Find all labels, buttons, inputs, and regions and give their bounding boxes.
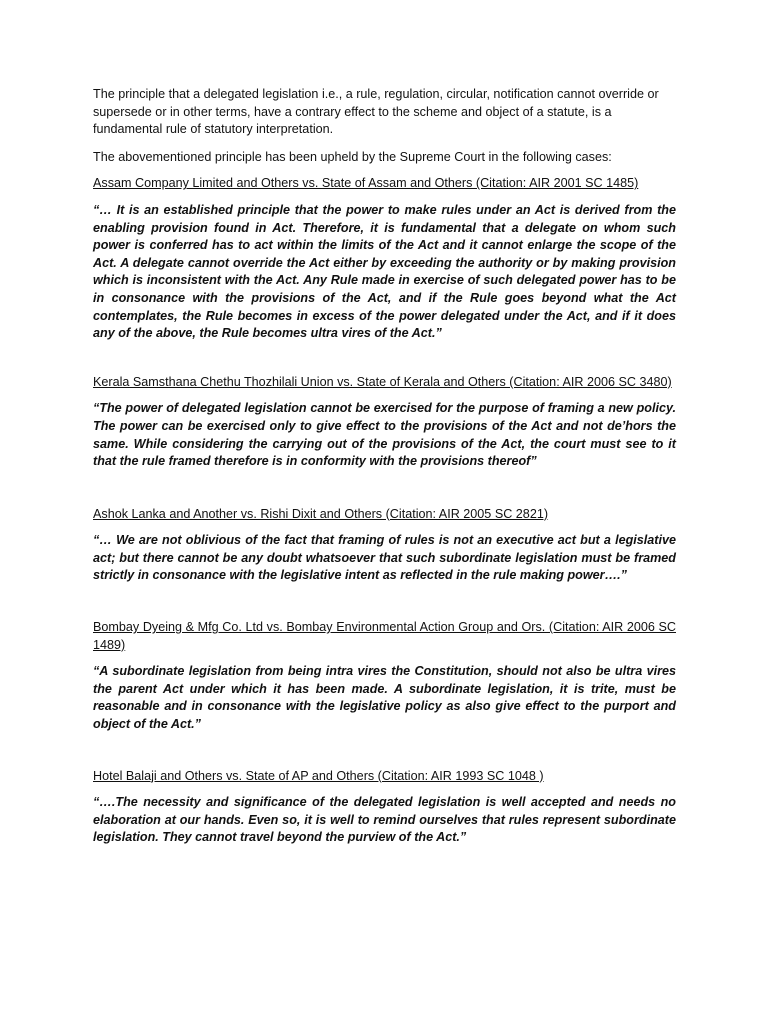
spacer <box>93 585 676 619</box>
case-ashok-lanka <box>93 506 676 585</box>
case-quote: “… We are not oblivious of the fact that framing of rules is not an executive act but a legislative act; but there cannot be any doubt whatsoever that such subordinate legislation must be framed strictly in consonance with the legislative intent as reflected in the rule making power….” <box>93 533 676 583</box>
case-quote: “… It is an established principle that the power to make rules under an Act is derived from the enabling provision found in Act. Therefore, it is fundamental that a delegate on whom such power is conferred has to act within the limits of the Act and it cannot enlarge the scope of the Act. A delegate cannot override the Act either by exceeding the authority or by making provision which is inconsistent with the Act. Any Rule made in exercise of such delegated power has to be in consonance with the provisions of the Act, and if the Rule goes beyond what the Act contemplates, the Rule becomes in excess of the power delegated under the Act, and if it does any of the above, the Rule becomes ultra vires of the Act.” <box>93 202 676 341</box>
case-hotel-balaji <box>93 768 676 847</box>
spacer <box>93 471 676 506</box>
intro-paragraph: The principle that a delegated legislation i.e., a rule, regulation, circular, notification cannot override or supersede or in other terms, have a contrary effect to the scheme and object of a statute, is a fundamental rule of statutory interpretation. <box>93 87 659 137</box>
case-heading: Hotel Balaji and Others vs. State of AP and Others (Citation: AIR 1993 SC 1048 ) <box>93 768 544 783</box>
case-quote: “The power of delegated legislation cannot be exercised for the purpose of framing a new policy. The power can be exercised only to give effect to the provisions of the Act and not de’hors the same. While considering the carrying out of the provisions of the Act, the court must see to it that the rule framed therefore is in conformity with the provisions thereof” <box>93 401 676 469</box>
case-bombay-dyeing <box>93 619 676 734</box>
spacer <box>93 734 676 768</box>
case-heading: Assam Company Limited and Others vs. State of Assam and Others (Citation: AIR 2001 SC 1485) <box>93 176 639 191</box>
document-page <box>93 86 676 847</box>
case-quote: “A subordinate legislation from being intra vires the Constitution, should not also be ultra vires the parent Act under which it has been made. A subordinate legislation, it is trite, must be reasonable and in consonance with the legislative policy as also give effect to the purport and object of the Act.” <box>93 664 676 732</box>
spacer <box>93 343 676 374</box>
intro-cases-lead: The abovementioned principle has been upheld by the Supreme Court in the following cases: <box>93 149 612 164</box>
case-heading: Bombay Dyeing & Mfg Co. Ltd vs. Bombay Environmental Action Group and Ors. (Citation: AIR 2006 SC 1489) <box>93 620 676 652</box>
case-quote: “….The necessity and significance of the delegated legislation is well accepted and needs no elaboration at our hands. Even so, it is well to remind ourselves that rules represent subordinate legislation. They cannot travel beyond the purview of the Act.” <box>93 795 676 845</box>
case-heading: Ashok Lanka and Another vs. Rishi Dixit and Others (Citation: AIR 2005 SC 2821) <box>93 506 549 521</box>
case-assam-company <box>93 175 676 342</box>
case-kerala-samsthana <box>93 374 676 471</box>
case-heading: Kerala Samsthana Chethu Thozhilali Union vs. State of Kerala and Others (Citation: AIR 2006 SC 3480) <box>93 374 672 389</box>
